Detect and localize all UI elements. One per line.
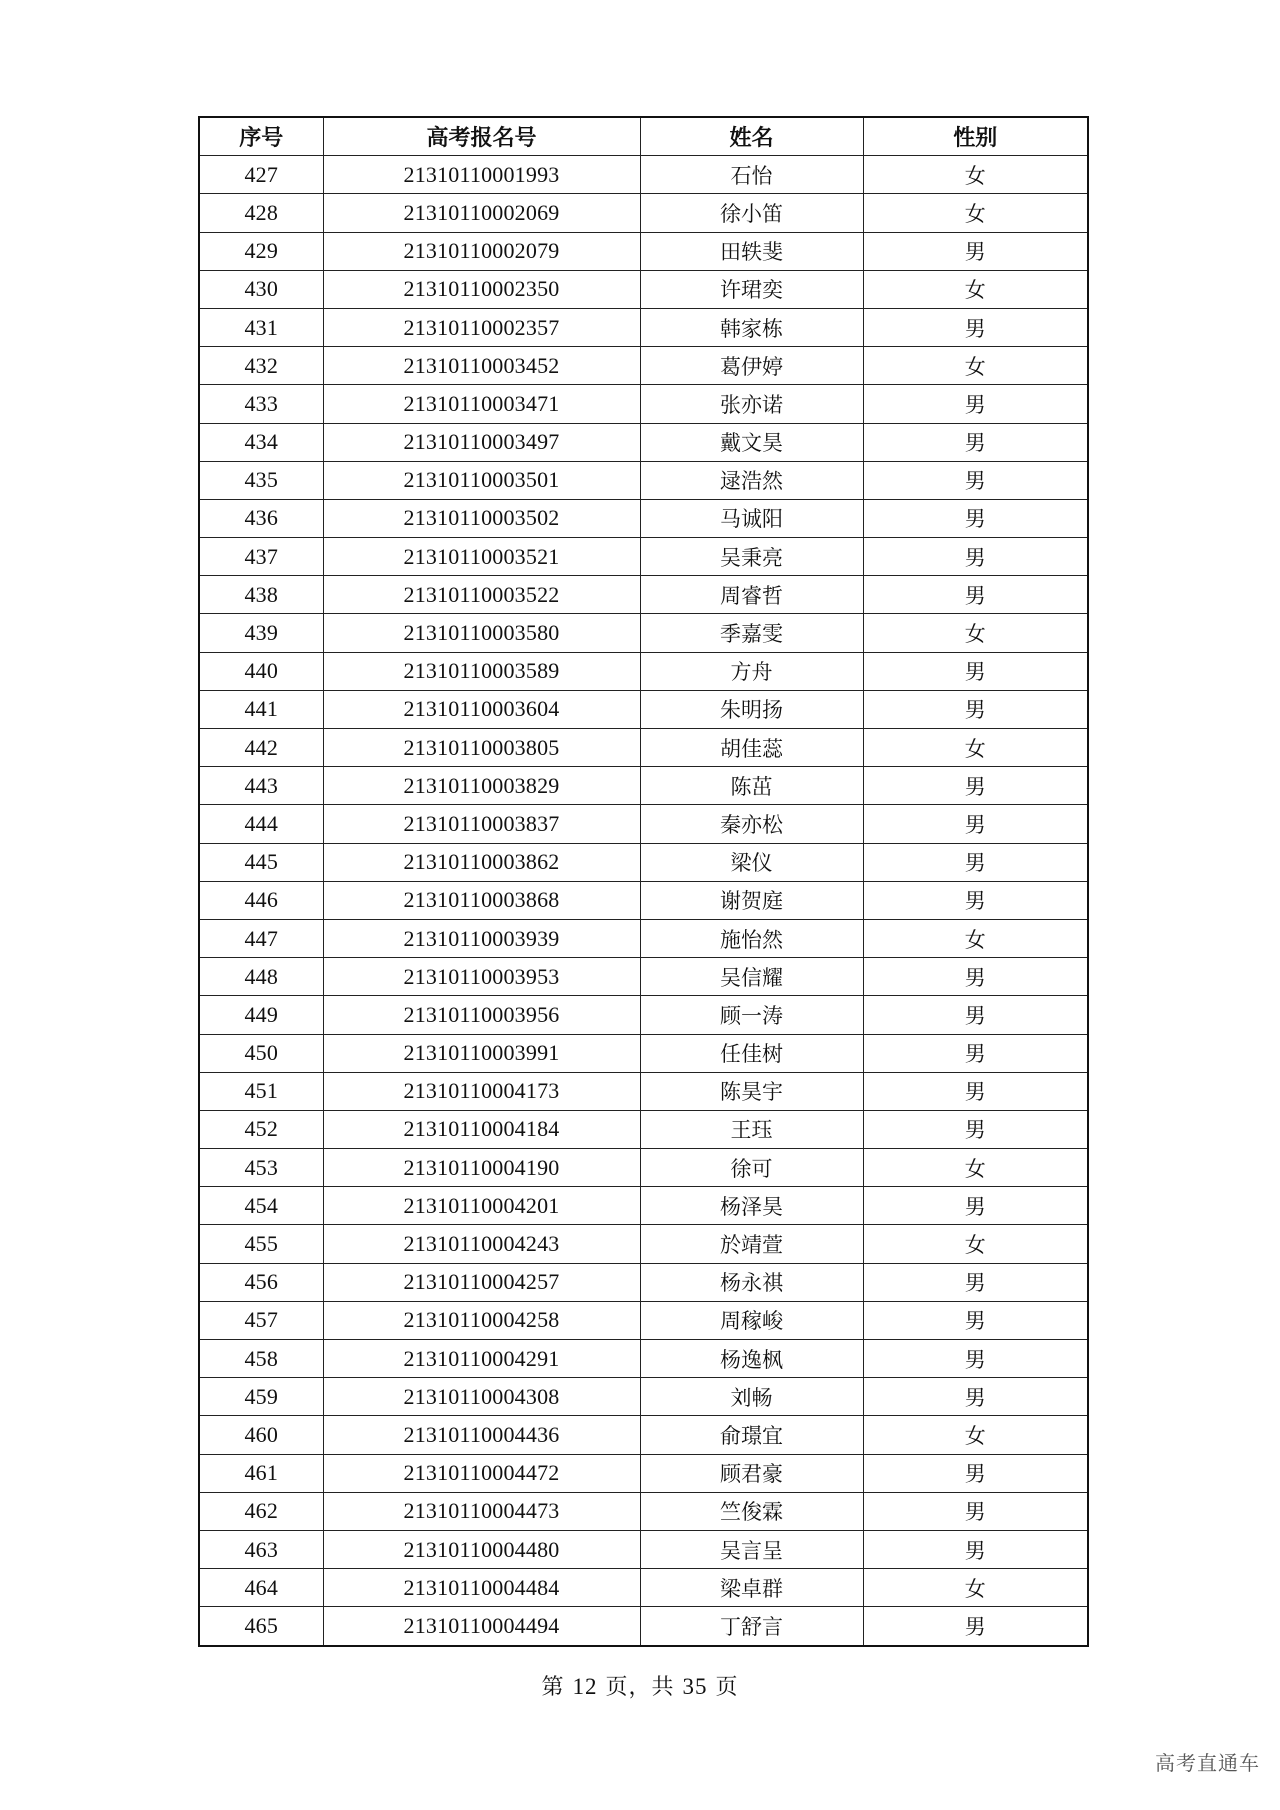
cell-seq: 443	[199, 767, 323, 805]
footer-suffix: 页	[715, 1675, 739, 1700]
cell-seq: 454	[199, 1187, 323, 1225]
cell-seq: 447	[199, 919, 323, 957]
cell-gender: 男	[863, 652, 1088, 690]
cell-seq: 457	[199, 1301, 323, 1339]
cell-seq: 452	[199, 1110, 323, 1148]
cell-seq: 465	[199, 1607, 323, 1646]
cell-registration-number: 21310110003837	[323, 805, 640, 843]
cell-name: 俞璟宜	[640, 1416, 863, 1454]
cell-seq: 436	[199, 499, 323, 537]
cell-registration-number: 21310110003502	[323, 499, 640, 537]
cell-gender: 男	[863, 538, 1088, 576]
header-seq: 序号	[199, 117, 323, 156]
cell-gender: 男	[863, 1378, 1088, 1416]
table-row	[199, 729, 1088, 767]
cell-seq: 453	[199, 1149, 323, 1187]
cell-seq: 438	[199, 576, 323, 614]
footer-prefix: 第	[541, 1675, 565, 1700]
cell-registration-number: 21310110004494	[323, 1607, 640, 1646]
admission-list-table	[198, 116, 1089, 1647]
table-row	[199, 423, 1088, 461]
cell-seq: 433	[199, 385, 323, 423]
total-page-number: 35	[682, 1674, 708, 1699]
cell-gender: 女	[863, 614, 1088, 652]
table-row	[199, 499, 1088, 537]
cell-name: 逯浩然	[640, 461, 863, 499]
header-registration-number: 高考报名号	[323, 117, 640, 156]
table-row	[199, 232, 1088, 270]
cell-seq: 450	[199, 1034, 323, 1072]
cell-name: 周睿哲	[640, 576, 863, 614]
cell-gender: 男	[863, 1034, 1088, 1072]
current-page-number: 12	[572, 1674, 598, 1699]
cell-seq: 431	[199, 308, 323, 346]
cell-name: 丁舒言	[640, 1607, 863, 1646]
table-row	[199, 919, 1088, 957]
cell-gender: 女	[863, 156, 1088, 194]
cell-gender: 女	[863, 194, 1088, 232]
cell-registration-number: 21310110002357	[323, 308, 640, 346]
cell-registration-number: 21310110004484	[323, 1569, 640, 1607]
table-row	[199, 881, 1088, 919]
cell-gender: 男	[863, 308, 1088, 346]
cell-registration-number: 21310110003497	[323, 423, 640, 461]
cell-registration-number: 21310110003580	[323, 614, 640, 652]
cell-seq: 448	[199, 958, 323, 996]
cell-name: 吴秉亮	[640, 538, 863, 576]
table-row	[199, 1263, 1088, 1301]
cell-name: 徐可	[640, 1149, 863, 1187]
cell-name: 杨泽昊	[640, 1187, 863, 1225]
cell-gender: 男	[863, 461, 1088, 499]
cell-registration-number: 21310110003522	[323, 576, 640, 614]
cell-registration-number: 21310110004480	[323, 1530, 640, 1568]
cell-registration-number: 21310110004257	[323, 1263, 640, 1301]
cell-gender: 女	[863, 270, 1088, 308]
cell-registration-number: 21310110003868	[323, 881, 640, 919]
watermark-text: 高考直通车	[1155, 1751, 1260, 1775]
cell-registration-number: 21310110003862	[323, 843, 640, 881]
table-row	[199, 538, 1088, 576]
table-row	[199, 194, 1088, 232]
table-row	[199, 308, 1088, 346]
table-row	[199, 1607, 1088, 1646]
cell-name: 马诚阳	[640, 499, 863, 537]
cell-gender: 男	[863, 958, 1088, 996]
table-row	[199, 614, 1088, 652]
cell-name: 任佳树	[640, 1034, 863, 1072]
cell-gender: 女	[863, 1416, 1088, 1454]
cell-registration-number: 21310110001993	[323, 156, 640, 194]
header-name: 姓名	[640, 117, 863, 156]
cell-seq: 445	[199, 843, 323, 881]
cell-registration-number: 21310110002350	[323, 270, 640, 308]
table-row	[199, 996, 1088, 1034]
cell-registration-number: 21310110002079	[323, 232, 640, 270]
table-row	[199, 690, 1088, 728]
cell-seq: 439	[199, 614, 323, 652]
cell-registration-number: 21310110004436	[323, 1416, 640, 1454]
cell-registration-number: 21310110004184	[323, 1110, 640, 1148]
cell-name: 韩家栋	[640, 308, 863, 346]
cell-gender: 男	[863, 1607, 1088, 1646]
cell-seq: 456	[199, 1263, 323, 1301]
table-row	[199, 1340, 1088, 1378]
cell-seq: 460	[199, 1416, 323, 1454]
table-row	[199, 1110, 1088, 1148]
cell-name: 季嘉雯	[640, 614, 863, 652]
table-row	[199, 1530, 1088, 1568]
cell-name: 方舟	[640, 652, 863, 690]
cell-name: 陈昊宇	[640, 1072, 863, 1110]
table-row	[199, 843, 1088, 881]
cell-registration-number: 21310110003805	[323, 729, 640, 767]
cell-registration-number: 21310110003991	[323, 1034, 640, 1072]
cell-gender: 女	[863, 1149, 1088, 1187]
table-header-row	[199, 117, 1088, 156]
table-row	[199, 1492, 1088, 1530]
cell-registration-number: 21310110004291	[323, 1340, 640, 1378]
cell-gender: 女	[863, 729, 1088, 767]
cell-name: 梁仪	[640, 843, 863, 881]
cell-seq: 462	[199, 1492, 323, 1530]
cell-gender: 男	[863, 1530, 1088, 1568]
cell-name: 许珺奕	[640, 270, 863, 308]
table-row	[199, 1187, 1088, 1225]
cell-gender: 男	[863, 767, 1088, 805]
cell-gender: 男	[863, 1110, 1088, 1148]
cell-seq: 463	[199, 1530, 323, 1568]
cell-registration-number: 21310110004308	[323, 1378, 640, 1416]
cell-seq: 427	[199, 156, 323, 194]
cell-gender: 女	[863, 347, 1088, 385]
table-row	[199, 805, 1088, 843]
cell-seq: 449	[199, 996, 323, 1034]
cell-gender: 男	[863, 1340, 1088, 1378]
cell-name: 戴文昊	[640, 423, 863, 461]
cell-name: 竺俊霖	[640, 1492, 863, 1530]
cell-registration-number: 21310110003953	[323, 958, 640, 996]
table-row	[199, 156, 1088, 194]
cell-seq: 464	[199, 1569, 323, 1607]
cell-name: 吴言呈	[640, 1530, 863, 1568]
table-row	[199, 1225, 1088, 1263]
cell-name: 秦亦松	[640, 805, 863, 843]
cell-name: 石怡	[640, 156, 863, 194]
cell-registration-number: 21310110004258	[323, 1301, 640, 1339]
cell-name: 王珏	[640, 1110, 863, 1148]
cell-name: 顾一涛	[640, 996, 863, 1034]
cell-gender: 男	[863, 843, 1088, 881]
cell-registration-number: 21310110004243	[323, 1225, 640, 1263]
table-row	[199, 1301, 1088, 1339]
cell-registration-number: 21310110003956	[323, 996, 640, 1034]
cell-seq: 442	[199, 729, 323, 767]
cell-name: 周稼峻	[640, 1301, 863, 1339]
cell-seq: 461	[199, 1454, 323, 1492]
cell-gender: 男	[863, 576, 1088, 614]
table-row	[199, 1072, 1088, 1110]
cell-gender: 男	[863, 881, 1088, 919]
cell-seq: 459	[199, 1378, 323, 1416]
cell-gender: 男	[863, 423, 1088, 461]
table-row	[199, 576, 1088, 614]
cell-gender: 男	[863, 385, 1088, 423]
cell-gender: 男	[863, 1492, 1088, 1530]
cell-registration-number: 21310110002069	[323, 194, 640, 232]
table-row	[199, 958, 1088, 996]
cell-registration-number: 21310110003589	[323, 652, 640, 690]
cell-name: 梁卓群	[640, 1569, 863, 1607]
cell-registration-number: 21310110003471	[323, 385, 640, 423]
cell-gender: 女	[863, 1225, 1088, 1263]
cell-gender: 女	[863, 1569, 1088, 1607]
cell-seq: 455	[199, 1225, 323, 1263]
cell-gender: 男	[863, 1454, 1088, 1492]
table-row	[199, 461, 1088, 499]
cell-name: 吴信耀	[640, 958, 863, 996]
cell-gender: 女	[863, 919, 1088, 957]
table-row	[199, 270, 1088, 308]
cell-registration-number: 21310110004190	[323, 1149, 640, 1187]
cell-seq: 428	[199, 194, 323, 232]
cell-gender: 男	[863, 996, 1088, 1034]
cell-seq: 444	[199, 805, 323, 843]
cell-seq: 434	[199, 423, 323, 461]
table-row	[199, 347, 1088, 385]
cell-name: 杨逸枫	[640, 1340, 863, 1378]
cell-registration-number: 21310110003829	[323, 767, 640, 805]
page-number-footer	[0, 1670, 1280, 1701]
cell-name: 於靖萱	[640, 1225, 863, 1263]
cell-name: 顾君豪	[640, 1454, 863, 1492]
cell-registration-number: 21310110004173	[323, 1072, 640, 1110]
cell-registration-number: 21310110003521	[323, 538, 640, 576]
cell-name: 刘畅	[640, 1378, 863, 1416]
cell-name: 朱明扬	[640, 690, 863, 728]
table-row	[199, 1034, 1088, 1072]
cell-gender: 男	[863, 1072, 1088, 1110]
cell-name: 田轶斐	[640, 232, 863, 270]
cell-registration-number: 21310110003604	[323, 690, 640, 728]
cell-registration-number: 21310110003501	[323, 461, 640, 499]
cell-seq: 451	[199, 1072, 323, 1110]
cell-seq: 446	[199, 881, 323, 919]
cell-seq: 430	[199, 270, 323, 308]
cell-name: 葛伊婷	[640, 347, 863, 385]
cell-gender: 男	[863, 1301, 1088, 1339]
table-row	[199, 1569, 1088, 1607]
footer-mid: 页，共	[605, 1675, 675, 1700]
cell-gender: 男	[863, 499, 1088, 537]
table-row	[199, 1416, 1088, 1454]
table-row	[199, 385, 1088, 423]
cell-seq: 437	[199, 538, 323, 576]
cell-name: 谢贺庭	[640, 881, 863, 919]
cell-registration-number: 21310110004473	[323, 1492, 640, 1530]
cell-seq: 435	[199, 461, 323, 499]
cell-gender: 男	[863, 232, 1088, 270]
cell-registration-number: 21310110004472	[323, 1454, 640, 1492]
cell-gender: 男	[863, 805, 1088, 843]
table-row	[199, 767, 1088, 805]
cell-name: 徐小笛	[640, 194, 863, 232]
cell-name: 张亦诺	[640, 385, 863, 423]
cell-gender: 男	[863, 1187, 1088, 1225]
cell-registration-number: 21310110003452	[323, 347, 640, 385]
table-row	[199, 1454, 1088, 1492]
table-row	[199, 1149, 1088, 1187]
cell-gender: 男	[863, 1263, 1088, 1301]
table-body	[199, 156, 1088, 1646]
cell-name: 施怡然	[640, 919, 863, 957]
table-row	[199, 652, 1088, 690]
cell-name: 胡佳蕊	[640, 729, 863, 767]
table-row	[199, 1378, 1088, 1416]
cell-registration-number: 21310110004201	[323, 1187, 640, 1225]
cell-name: 杨永祺	[640, 1263, 863, 1301]
cell-registration-number: 21310110003939	[323, 919, 640, 957]
cell-seq: 429	[199, 232, 323, 270]
cell-name: 陈茁	[640, 767, 863, 805]
cell-seq: 432	[199, 347, 323, 385]
cell-seq: 441	[199, 690, 323, 728]
header-gender: 性别	[863, 117, 1088, 156]
cell-seq: 458	[199, 1340, 323, 1378]
cell-seq: 440	[199, 652, 323, 690]
cell-gender: 男	[863, 690, 1088, 728]
